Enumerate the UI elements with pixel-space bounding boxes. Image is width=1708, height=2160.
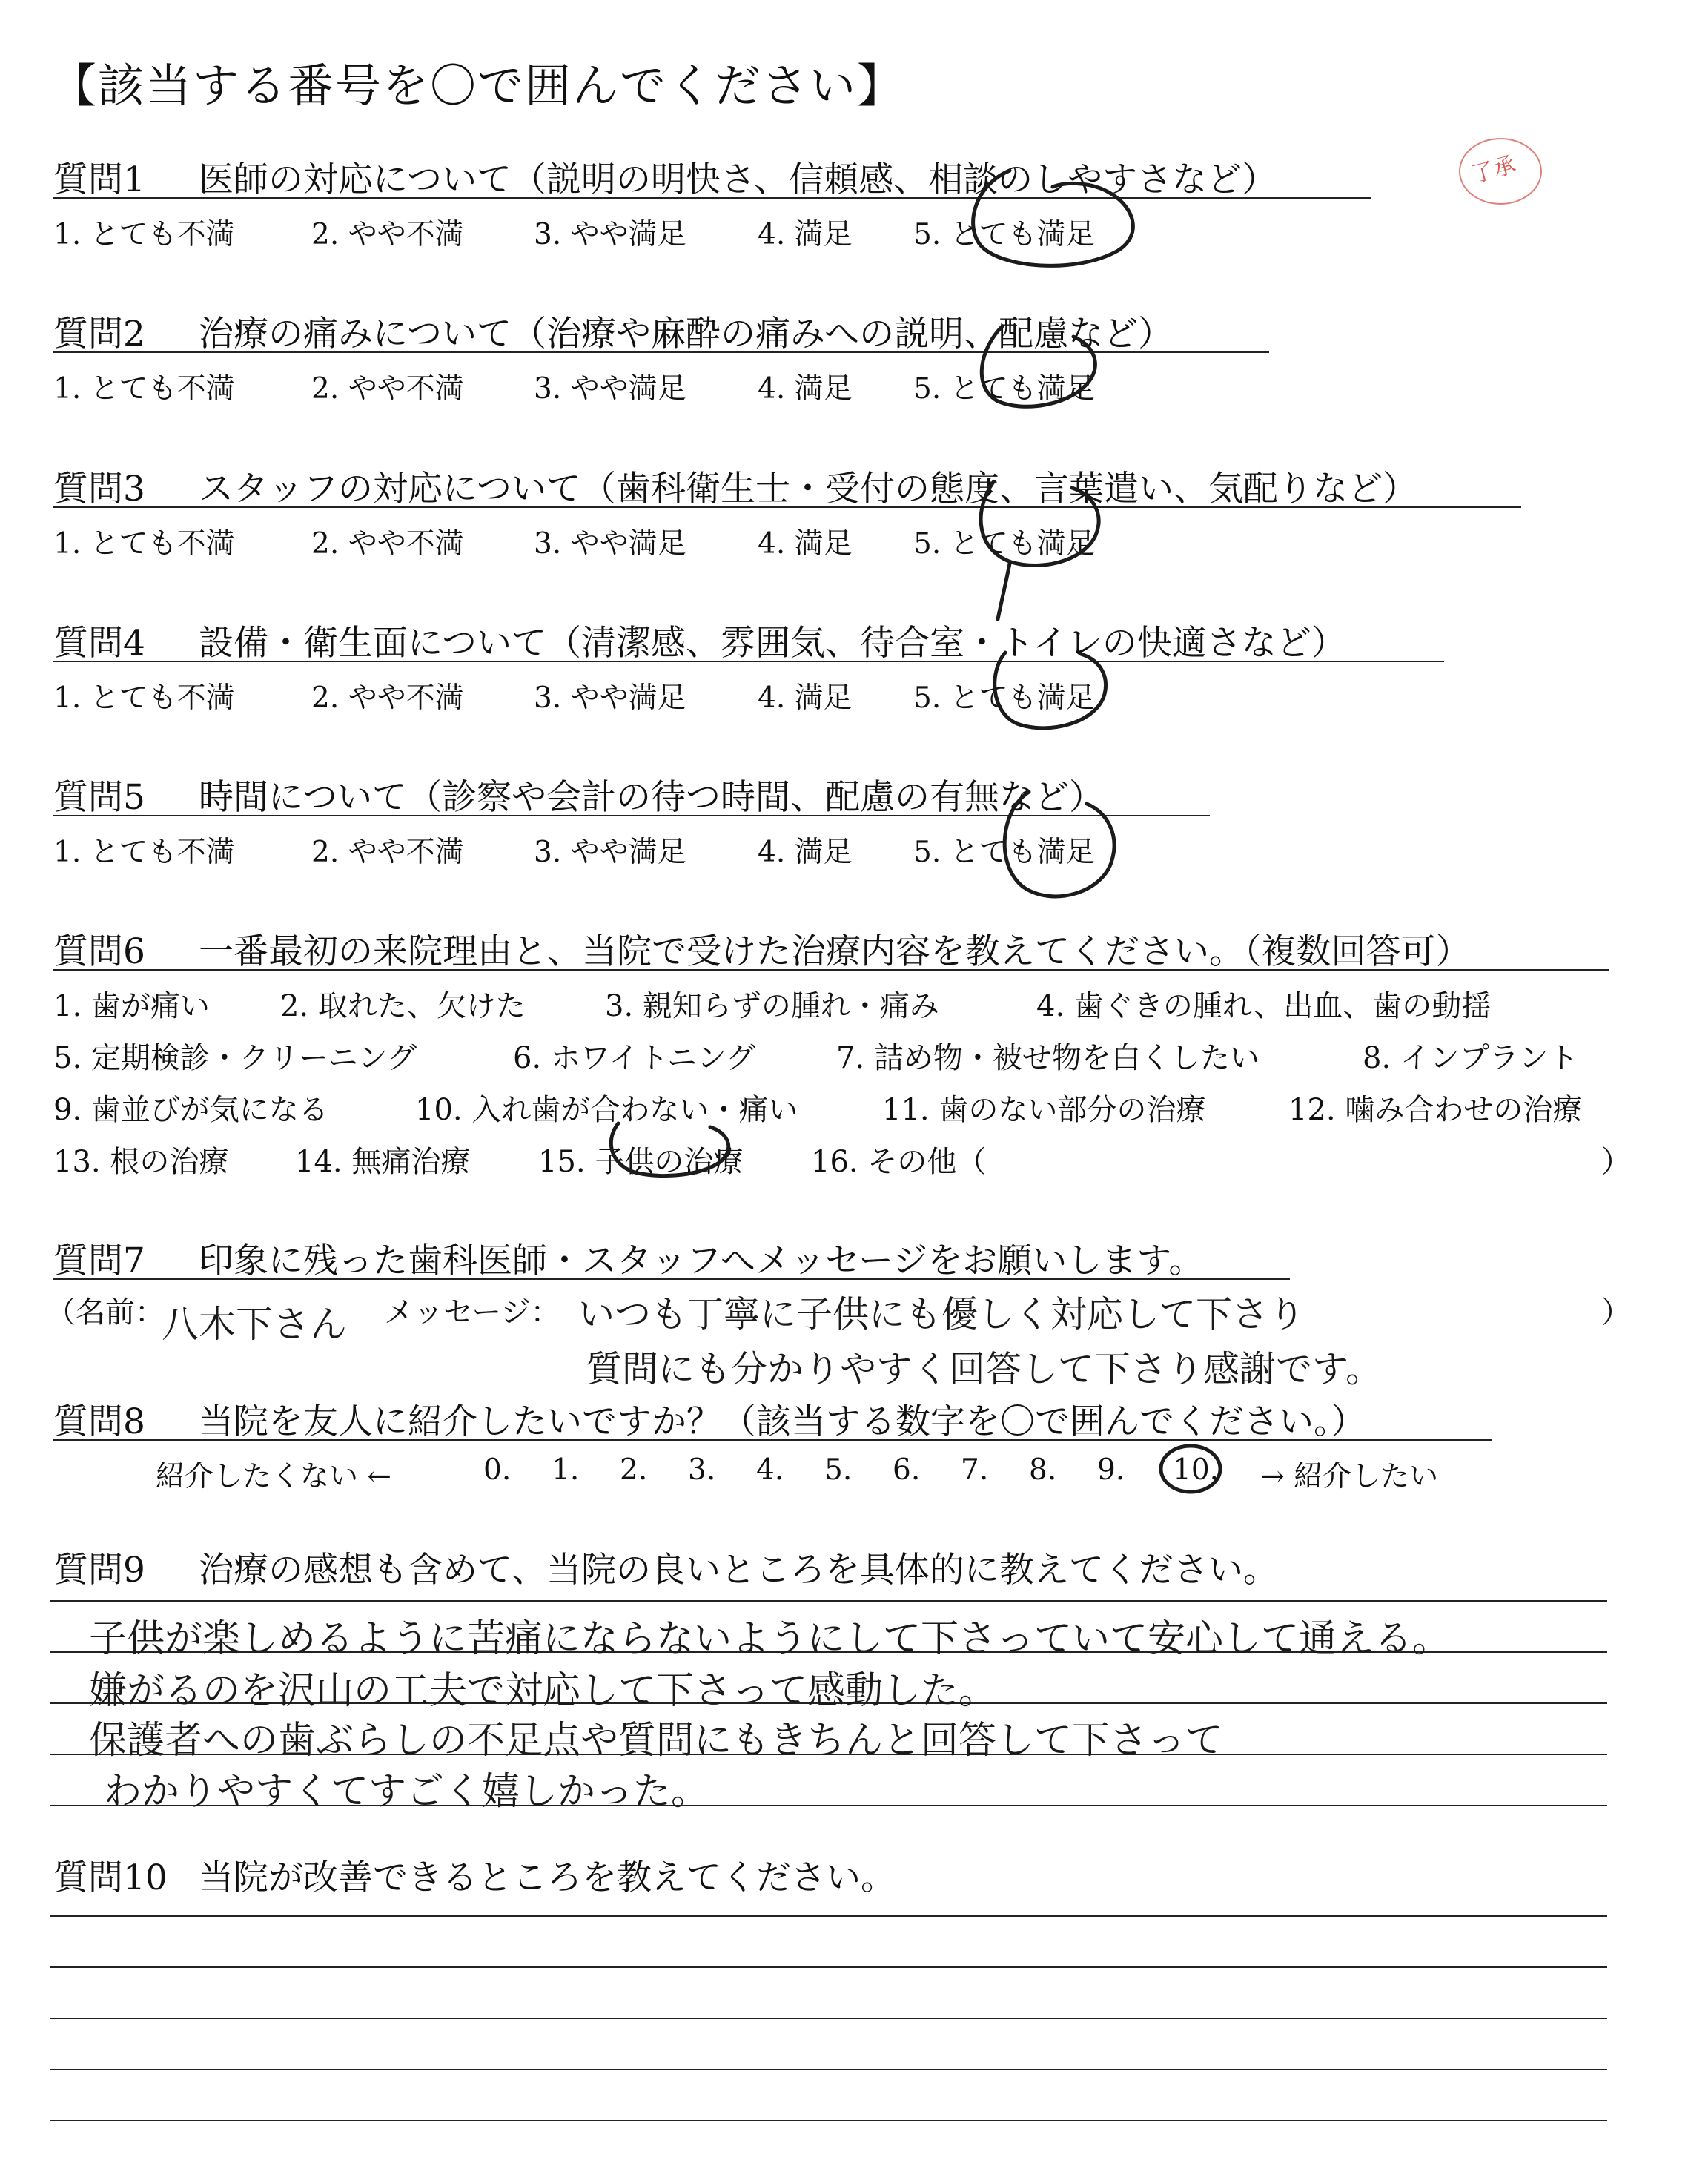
- q6-label: 質問6: [53, 931, 145, 972]
- q8-scale-0[interactable]: 0.: [483, 1453, 512, 1487]
- q9-answer-line-1[interactable]: 子供が楽しめるように苦痛にならないようにして下さっていて安心して通える。: [89, 1617, 1451, 1661]
- q6-option-5[interactable]: 5. 定期検診・クリーニング: [53, 1041, 417, 1075]
- q8-scale-6[interactable]: 6.: [893, 1453, 921, 1487]
- q5-option-5[interactable]: 5. とても満足: [913, 836, 1095, 869]
- q4-underline: [53, 661, 1444, 662]
- q2-text: 治療の痛みについて（治療や麻酔の痛みへの説明、配慮など）: [199, 314, 1174, 354]
- q1-text: 医師の対応について（説明の明快さ、信頼感、相談のしやすさなど）: [199, 159, 1277, 200]
- q1-label: 質問1: [53, 159, 145, 200]
- q7-message-line-1[interactable]: いつも丁寧に子供にも優しく対応して下さり: [578, 1293, 1305, 1335]
- q8-scale-10[interactable]: 10.: [1173, 1453, 1219, 1487]
- q5-label: 質問5: [53, 777, 145, 818]
- q6-option-2[interactable]: 2. 取れた、欠けた: [280, 989, 526, 1023]
- q10-answer-rule-5[interactable]: [50, 2120, 1607, 2121]
- q2-option-3[interactable]: 3. やや満足: [534, 372, 686, 406]
- q8-scale-9[interactable]: 9.: [1097, 1453, 1125, 1487]
- q3-underline: [53, 506, 1521, 508]
- q10-answer-rule-1[interactable]: [50, 1915, 1607, 1917]
- q1-option-3[interactable]: 3. やや満足: [534, 218, 686, 251]
- q8-scale-5[interactable]: 5.: [824, 1453, 853, 1487]
- q3-text: スタッフの対応について（歯科衛生士・受付の態度、言葉遣い、気配りなど）: [199, 469, 1418, 509]
- q7-label: 質問7: [53, 1241, 145, 1281]
- q2-label: 質問2: [53, 314, 145, 354]
- q8-label: 質問8: [53, 1401, 145, 1442]
- q6-option-7[interactable]: 7. 詰め物・被せ物を白くしたい: [836, 1041, 1260, 1075]
- q5-option-2[interactable]: 2. やや不満: [311, 836, 464, 869]
- q6-option-4[interactable]: 4. 歯ぐきの腫れ、出血、歯の動揺: [1036, 989, 1492, 1023]
- q4-option-4[interactable]: 4. 満足: [758, 681, 853, 715]
- q10-answer-rule-4[interactable]: [50, 2069, 1607, 2070]
- q8-scale-2[interactable]: 2.: [620, 1453, 648, 1487]
- q4-option-5[interactable]: 5. とても満足: [913, 681, 1095, 715]
- q8-scale-1[interactable]: 1.: [552, 1453, 580, 1487]
- q9-text: 治療の感想も含めて、当院の良いところを具体的に教えてください。: [199, 1550, 1279, 1591]
- q8-left-label: 紹介したくない ←: [156, 1460, 392, 1493]
- q5-option-3[interactable]: 3. やや満足: [534, 836, 686, 869]
- q3-option-5[interactable]: 5. とても満足: [913, 527, 1095, 561]
- q2-option-5[interactable]: 5. とても満足: [913, 372, 1095, 406]
- q6-option-14[interactable]: 14. 無痛治療: [295, 1145, 471, 1179]
- q5-option-1[interactable]: 1. とても不満: [53, 836, 235, 869]
- q2-underline: [53, 351, 1269, 353]
- q1-option-4[interactable]: 4. 満足: [758, 218, 853, 251]
- q9-answer-line-2[interactable]: 嫌がるのを沢山の工夫で対応して下さって感動した。: [89, 1669, 997, 1713]
- q8-right-label: → 紹介したい: [1260, 1460, 1439, 1493]
- q2-option-2[interactable]: 2. やや不満: [311, 372, 464, 406]
- q4-option-1[interactable]: 1. とても不満: [53, 681, 235, 715]
- q8-scale-3[interactable]: 3.: [688, 1453, 716, 1487]
- q6-option-8[interactable]: 8. インプラント: [1363, 1041, 1578, 1075]
- q7-close-paren: ）: [1601, 1295, 1631, 1330]
- q6-option-12[interactable]: 12. 噛み合わせの治療: [1288, 1093, 1583, 1127]
- q3-option-4[interactable]: 4. 満足: [758, 527, 853, 561]
- q8-underline: [53, 1439, 1492, 1441]
- q7-underline: [53, 1278, 1290, 1280]
- q3-option-2[interactable]: 2. やや不満: [311, 527, 464, 561]
- q6-option-1[interactable]: 1. 歯が痛い: [53, 989, 210, 1023]
- q6-option-16[interactable]: 16. その他（: [811, 1145, 987, 1179]
- q7-name-label: （名前：: [46, 1295, 165, 1330]
- q9-answer-rule-1: [50, 1600, 1607, 1602]
- q6-option-13[interactable]: 13. 根の治療: [53, 1145, 229, 1179]
- q9-answer-line-4[interactable]: わかりやすくてすごく嬉しかった。: [104, 1770, 709, 1814]
- page-title: 【該当する番号を〇で囲んでください】: [50, 59, 905, 113]
- q6-option-9[interactable]: 9. 歯並びが気になる: [53, 1093, 328, 1127]
- q4-text: 設備・衛生面について（清潔感、雰囲気、待合室・トイレの快適さなど）: [199, 623, 1346, 664]
- q1-option-2[interactable]: 2. やや不満: [311, 218, 464, 251]
- q3-label: 質問3: [53, 469, 145, 509]
- q10-answer-rule-2[interactable]: [50, 1966, 1607, 1968]
- q6-text: 一番最初の来院理由と、当院で受けた治療内容を教えてください。（複数回答可）: [199, 931, 1471, 972]
- q5-underline: [53, 815, 1210, 816]
- q10-answer-rule-3[interactable]: [50, 2018, 1607, 2019]
- q4-option-3[interactable]: 3. やや満足: [534, 681, 686, 715]
- q3-option-3[interactable]: 3. やや満足: [534, 527, 686, 561]
- q8-scale-4[interactable]: 4.: [756, 1453, 784, 1487]
- q2-option-1[interactable]: 1. とても不満: [53, 372, 235, 406]
- q7-message-label: メッセージ：: [384, 1295, 560, 1330]
- q6-other-close-paren: ）: [1601, 1145, 1631, 1179]
- q1-underline: [53, 197, 1371, 199]
- q6-option-6[interactable]: 6. ホワイトニング: [513, 1041, 756, 1075]
- approval-stamp: [1459, 138, 1542, 205]
- q9-label: 質問9: [53, 1550, 145, 1591]
- q6-option-11[interactable]: 11. 歯のない部分の治療: [882, 1093, 1206, 1127]
- q10-text: 当院が改善できるところを教えてください。: [199, 1857, 896, 1898]
- q7-message-line-2[interactable]: 質問にも分かりやすく回答して下さり感謝です。: [586, 1348, 1383, 1390]
- q1-option-5[interactable]: 5. とても満足: [913, 218, 1095, 251]
- q5-text: 時間について（診察や会計の待つ時間、配慮の有無など）: [199, 777, 1105, 818]
- q6-option-3[interactable]: 3. 親知らずの腫れ・痛み: [605, 989, 939, 1023]
- q4-option-2[interactable]: 2. やや不満: [311, 681, 464, 715]
- q8-scale-8[interactable]: 8.: [1029, 1453, 1057, 1487]
- q10-label: 質問10: [53, 1857, 168, 1898]
- q2-option-4[interactable]: 4. 満足: [758, 372, 853, 406]
- q4-label: 質問4: [53, 623, 145, 664]
- q1-option-1[interactable]: 1. とても不満: [53, 218, 235, 251]
- q8-text: 当院を友人に紹介したいですか？（該当する数字を〇で囲んでください。）: [199, 1401, 1366, 1442]
- q9-answer-line-3[interactable]: 保護者への歯ぶらしの不足点や質問にもきちんと回答して下さって: [89, 1719, 1224, 1763]
- q6-underline: [53, 969, 1609, 971]
- q5-option-4[interactable]: 4. 満足: [758, 836, 853, 869]
- stamp-text: 了承: [1469, 151, 1519, 189]
- q6-option-10[interactable]: 10. 入れ歯が合わない・痛い: [415, 1093, 798, 1127]
- q6-option-15[interactable]: 15. 子供の治療: [538, 1145, 744, 1179]
- q7-text: 印象に残った歯科医師・スタッフへメッセージをお願いします。: [199, 1241, 1204, 1281]
- q8-scale-7[interactable]: 7.: [961, 1453, 989, 1487]
- q3-option-1[interactable]: 1. とても不満: [53, 527, 235, 561]
- q7-name-value[interactable]: 八木下さん: [162, 1303, 347, 1346]
